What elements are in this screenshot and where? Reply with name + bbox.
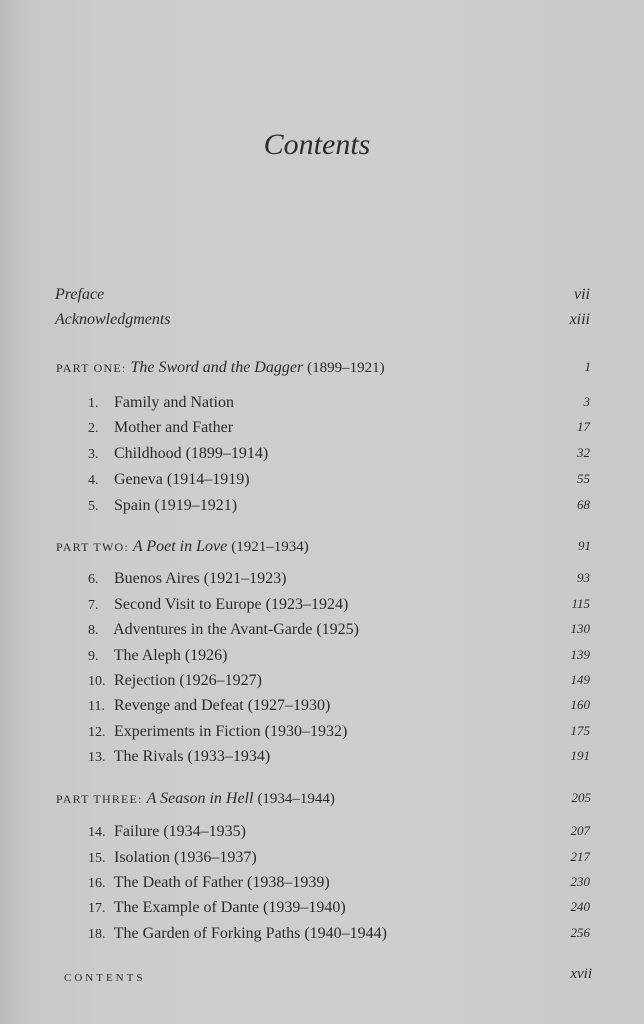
chapter-number: 15. (88, 851, 106, 866)
chapter-page: 3 (583, 394, 590, 409)
chapter-title: The Death of Father (1938–1939) (113, 874, 330, 891)
entry-page: vii (574, 286, 590, 303)
chapter-title: Experiments in Fiction (1930–1932) (114, 723, 348, 740)
chapter-number: 6. (88, 572, 99, 587)
chapter-page: 93 (577, 570, 590, 585)
chapter-number: 11. (88, 699, 105, 714)
chapter-title: The Example of Dante (1939–1940) (113, 899, 346, 916)
chapter-number: 13. (88, 750, 106, 765)
chapter-number: 2. (88, 421, 99, 436)
chapter-title: Isolation (1936–1937) (114, 849, 257, 866)
chapter-title: The Rivals (1933–1934) (113, 748, 271, 765)
chapter-title: Second Visit to Europe (1923–1924) (114, 596, 349, 613)
chapter-entry (88, 672, 590, 694)
chapter-number: 18. (88, 927, 106, 942)
part-title: A Season in Hell (146, 790, 254, 807)
chapter-entry (88, 899, 590, 921)
chapter-entry (88, 925, 590, 947)
chapter-page: 17 (577, 419, 590, 434)
chapter-entry (88, 823, 590, 845)
chapter-number: 12. (88, 725, 106, 740)
part-heading (56, 538, 591, 560)
front-matter-acknowledgments (55, 311, 590, 333)
chapter-number: 16. (88, 876, 106, 891)
chapter-page: 256 (570, 925, 590, 940)
chapter-page: 240 (570, 899, 590, 914)
chapter-number: 8. (88, 623, 99, 638)
chapter-title: Revenge and Defeat (1927–1930) (114, 697, 331, 714)
chapter-number: 5. (88, 499, 99, 514)
chapter-number: 1. (88, 396, 99, 411)
part-heading (56, 790, 591, 812)
chapter-entry (88, 570, 590, 592)
chapter-entry (88, 394, 590, 416)
chapter-title: Mother and Father (114, 419, 234, 436)
chapter-title: Spain (1919–1921) (114, 497, 238, 514)
part-title: The Sword and the Dagger (130, 359, 304, 376)
chapter-title: Geneva (1914–1919) (114, 471, 250, 488)
chapter-number: 17. (88, 901, 106, 916)
entry-title: Acknowledgments (55, 311, 171, 328)
chapter-title: Adventures in the Avant-Garde (1925) (113, 621, 359, 638)
part-label: PART TWO: (56, 540, 129, 554)
part-page: 1 (584, 359, 591, 374)
chapter-title: The Aleph (1926) (113, 647, 228, 664)
part-years: (1934–1944) (257, 791, 335, 807)
part-heading (56, 359, 591, 381)
entry-page: xiii (569, 311, 590, 328)
chapter-entry (88, 419, 590, 441)
chapter-entry (88, 445, 590, 467)
chapter-entry (88, 471, 590, 493)
chapter-title: Failure (1934–1935) (114, 823, 246, 840)
chapter-number: 4. (88, 473, 99, 488)
chapter-page: 55 (577, 471, 590, 486)
chapter-number: 9. (88, 649, 99, 664)
chapter-entry (88, 748, 590, 770)
page-title: Contents (263, 128, 371, 161)
part-years: (1921–1934) (231, 539, 309, 555)
entry-title: Preface (55, 286, 105, 303)
chapter-title: Buenos Aires (1921–1923) (114, 570, 287, 587)
part-title: A Poet in Love (132, 538, 228, 555)
chapter-number: 10. (88, 674, 106, 689)
chapter-page: 130 (570, 621, 590, 636)
running-footer (64, 968, 592, 988)
chapter-title: Rejection (1926–1927) (114, 672, 262, 689)
chapter-page: 139 (570, 647, 590, 662)
chapter-entry (88, 497, 590, 519)
chapter-page: 207 (570, 823, 590, 838)
part-page: 205 (571, 790, 591, 805)
chapter-number: 14. (88, 825, 106, 840)
chapter-entry (88, 596, 590, 618)
footer-page-number: xvii (570, 966, 592, 982)
chapter-title: Childhood (1899–1914) (114, 445, 269, 462)
chapter-page: 160 (570, 697, 590, 712)
part-label: PART THREE: (56, 792, 143, 806)
chapter-page: 217 (570, 849, 590, 864)
chapter-page: 68 (577, 497, 590, 512)
chapter-number: 3. (88, 447, 99, 462)
chapter-entry (88, 849, 590, 871)
chapter-page: 32 (577, 445, 590, 460)
footer-label: CONTENTS (64, 972, 146, 984)
chapter-number: 7. (88, 598, 99, 613)
chapter-title: The Garden of Forking Paths (1940–1944) (113, 925, 388, 942)
part-years: (1899–1921) (307, 360, 385, 376)
chapter-page: 230 (570, 874, 590, 889)
chapter-entry (88, 874, 590, 896)
part-page: 91 (578, 538, 591, 553)
front-matter-preface (55, 286, 590, 308)
chapter-title: Family and Nation (114, 394, 234, 411)
chapter-entry (88, 647, 590, 669)
chapter-page: 191 (570, 748, 590, 763)
chapter-entry (88, 621, 590, 643)
chapter-page: 175 (570, 723, 590, 738)
part-label: PART ONE: (56, 361, 127, 375)
chapter-page: 149 (570, 672, 590, 687)
chapter-entry (88, 723, 590, 745)
chapter-entry (88, 697, 590, 719)
chapter-page: 115 (571, 596, 590, 611)
